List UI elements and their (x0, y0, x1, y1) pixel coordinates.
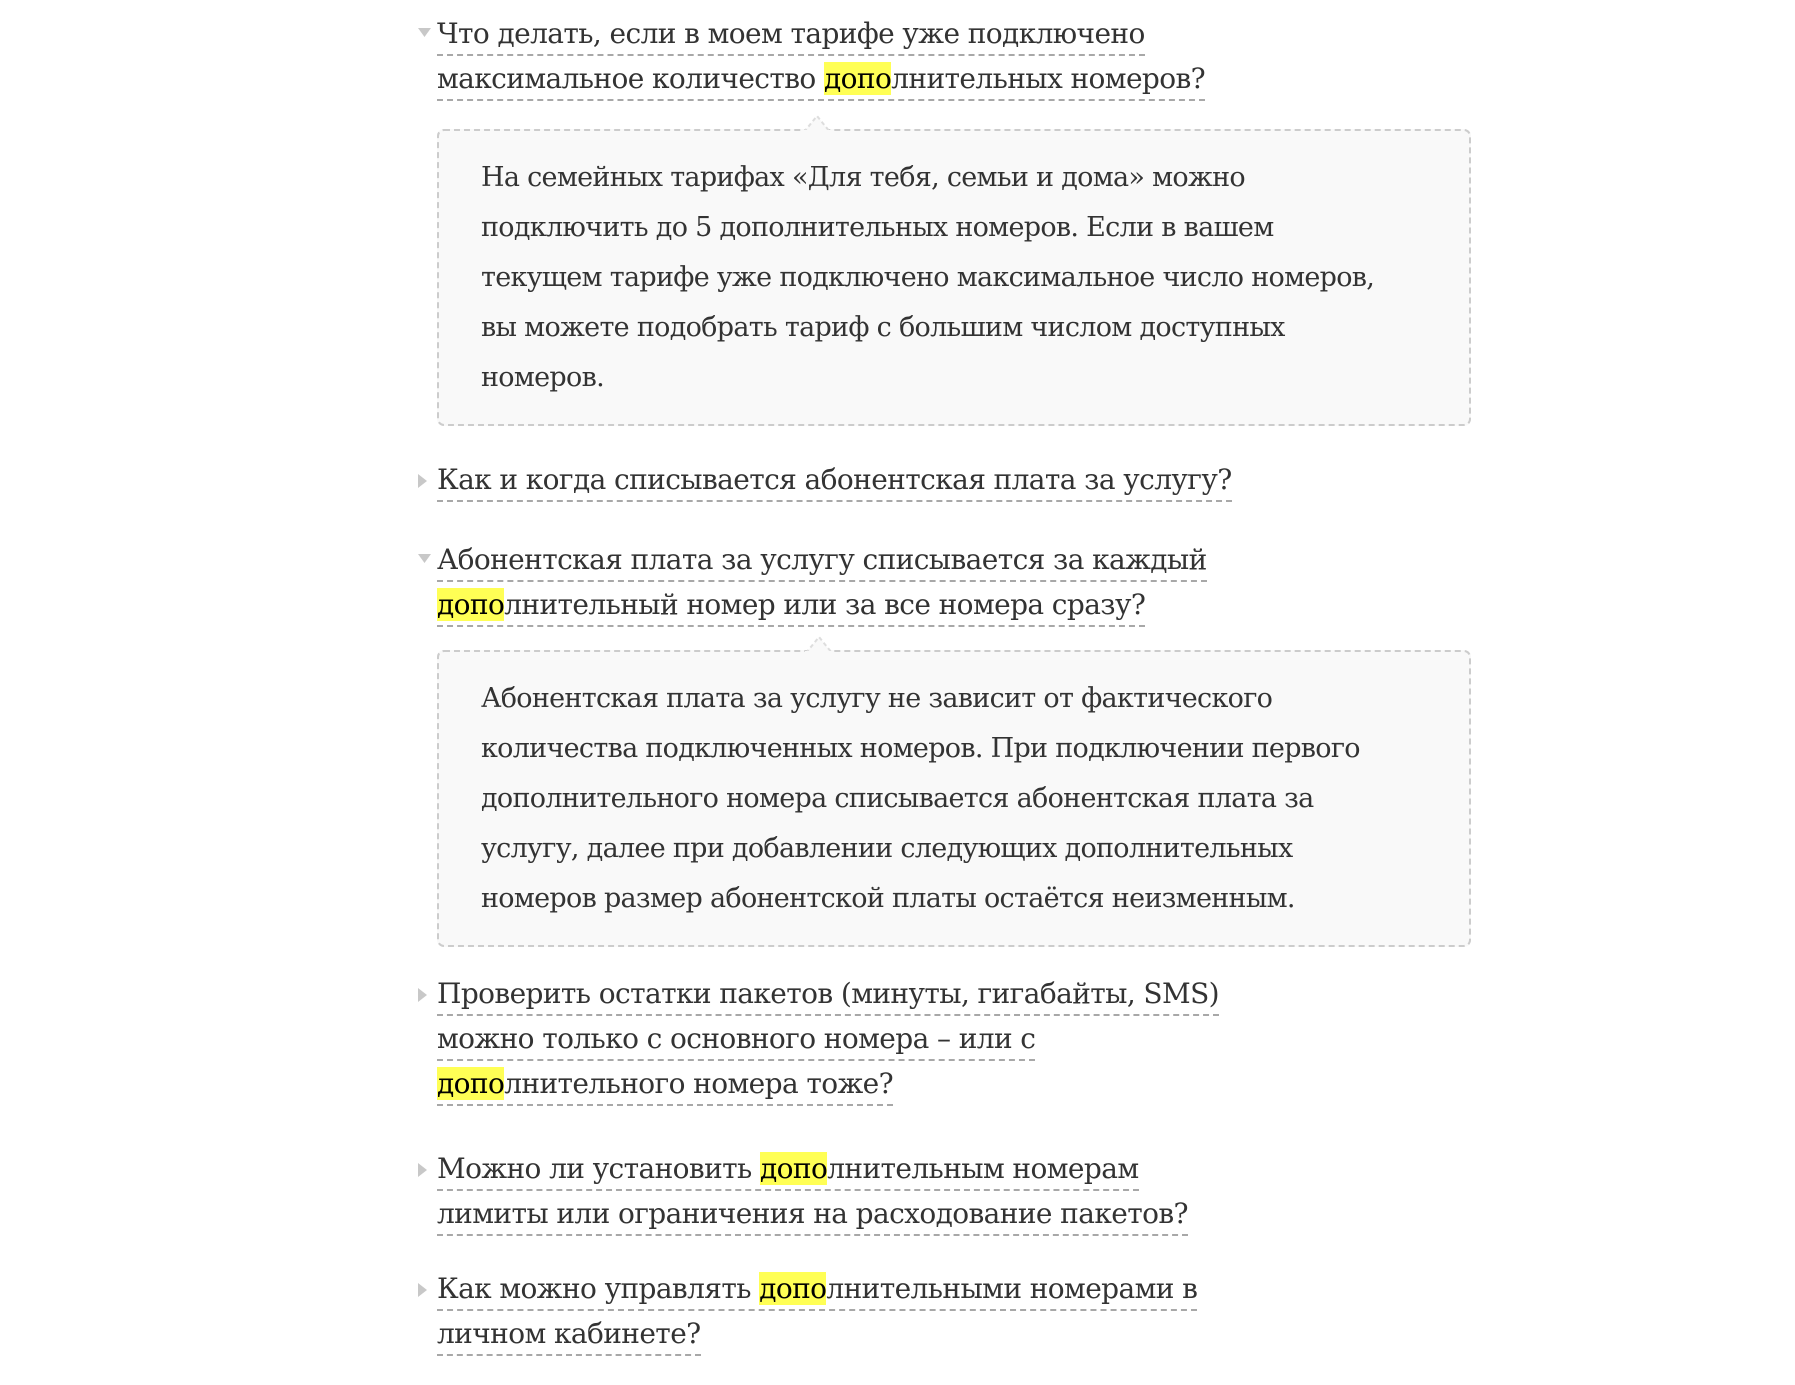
caret-right-icon[interactable] (418, 1283, 430, 1295)
answer-line: Абонентская плата за услугу не зависит от фактического (481, 683, 1273, 714)
answer-line: номеров. (481, 362, 604, 393)
answer-line: услугу, далее при добавлении следующих дополнительных (481, 833, 1293, 864)
faq-question[interactable] (437, 1149, 1188, 1239)
question-link[interactable] (437, 1019, 1035, 1061)
question-link[interactable] (437, 1314, 701, 1356)
question-text: можно только с основного номера – или с (437, 1022, 1036, 1055)
callout-notch-icon (805, 635, 833, 653)
question-text: Абонентская плата за услугу списывается за каждый (437, 543, 1207, 576)
question-link[interactable] (437, 585, 1145, 627)
answer-line: дополнительного номера списывается абонентская плата за (481, 783, 1314, 814)
question-text: личном кабинете? (437, 1317, 701, 1350)
answer-line: подключить до 5 дополнительных номеров. Если в вашем (481, 212, 1274, 243)
answer-line: вы можете подобрать тариф с большим числом доступных (481, 312, 1285, 343)
question-text: лнительным номерам (827, 1152, 1139, 1185)
faq-question[interactable] (437, 1269, 1197, 1359)
callout-notch-icon (803, 114, 831, 132)
question-link[interactable] (437, 1194, 1188, 1236)
question-link[interactable] (437, 1269, 1197, 1311)
question-text: лнительных номеров? (891, 62, 1206, 95)
question-link[interactable] (437, 974, 1219, 1016)
question-text: Как и когда списывается абонентская плата за услугу? (437, 463, 1232, 496)
question-text: Проверить остатки пакетов (минуты, гигабайты, SMS) (437, 977, 1219, 1010)
search-highlight: допо (759, 1272, 827, 1305)
question-text: максимальное количество (437, 62, 824, 95)
faq-question[interactable] (437, 974, 1219, 1109)
search-highlight: допо (437, 588, 505, 621)
answer-line: текущем тарифе уже подключено максимальное число номеров, (481, 262, 1375, 293)
question-text: лнительный номер или за все номера сразу? (504, 588, 1146, 621)
caret-down-icon[interactable] (418, 554, 430, 566)
question-text: лнительного номера тоже? (504, 1067, 894, 1100)
question-text: Можно ли установить (437, 1152, 760, 1185)
question-text: Что делать, если в моем тарифе уже подключено (437, 17, 1145, 50)
faq-question[interactable] (437, 14, 1205, 104)
search-highlight: допо (437, 1067, 505, 1100)
faq-answer (437, 129, 1471, 426)
answer-line: номеров размер абонентской платы остаётся неизменным. (481, 883, 1295, 914)
question-link[interactable] (437, 14, 1145, 56)
question-link[interactable] (437, 1149, 1139, 1191)
question-link[interactable] (437, 1064, 893, 1106)
faq-question[interactable] (437, 540, 1207, 630)
question-text: лимиты или ограничения на расходование пакетов? (437, 1197, 1188, 1230)
caret-right-icon[interactable] (418, 474, 430, 486)
faq-question[interactable] (437, 460, 1232, 505)
question-text: Как можно управлять (437, 1272, 760, 1305)
caret-right-icon[interactable] (418, 1163, 430, 1175)
search-highlight: допо (759, 1152, 828, 1185)
search-highlight: допо (824, 62, 892, 95)
answer-text (481, 674, 1360, 924)
question-link[interactable] (437, 460, 1232, 502)
question-link[interactable] (437, 540, 1207, 582)
caret-down-icon[interactable] (418, 28, 430, 40)
question-link[interactable] (437, 59, 1205, 101)
question-text: лнительными номерами в (826, 1272, 1198, 1305)
answer-line: количества подключенных номеров. При подключении первого (481, 733, 1360, 764)
answer-text (481, 153, 1374, 403)
faq-answer (437, 650, 1471, 947)
answer-line: На семейных тарифах «Для тебя, семьи и дома» можно (481, 162, 1245, 193)
caret-right-icon[interactable] (418, 988, 430, 1000)
